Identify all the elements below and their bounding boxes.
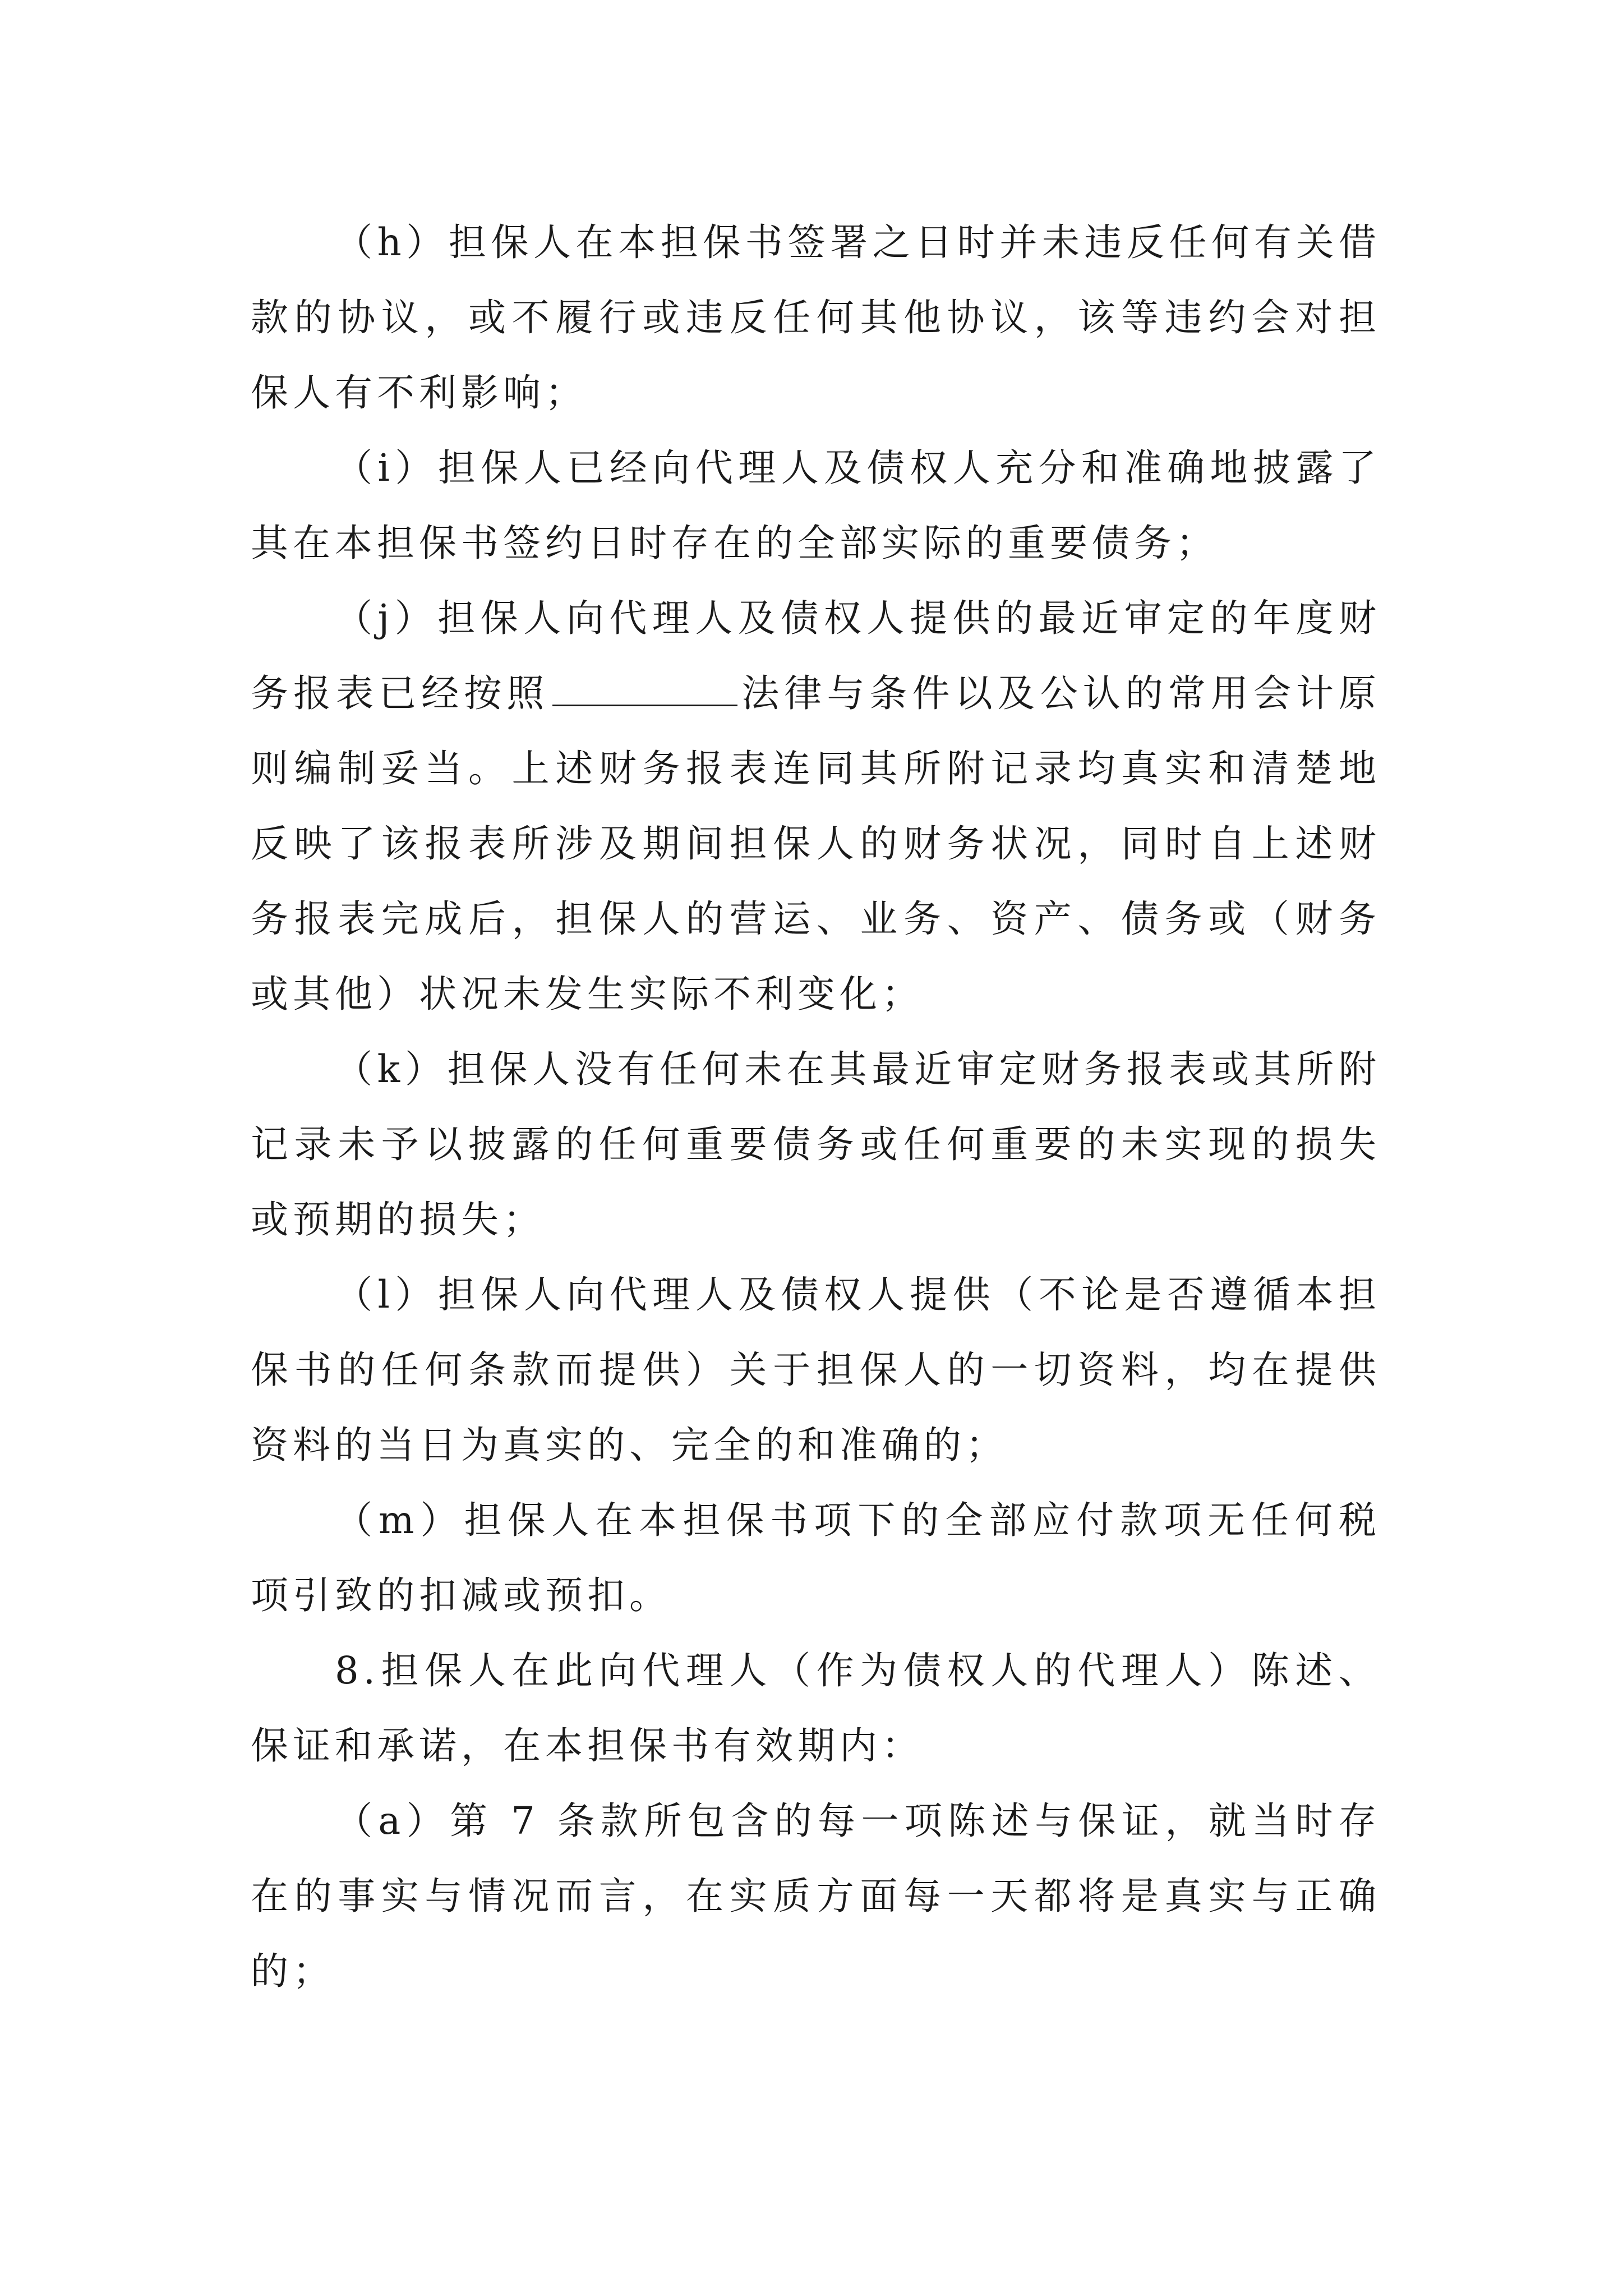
fill-in-blank <box>552 704 737 706</box>
paragraph-l: （l）担保人向代理人及债权人提供（不论是否遵循本担保书的任何条款而提供）关于担保人的一切资料，均在提供资料的当日为真实的、完全的和准确的； <box>251 1273 1381 1467</box>
paragraph-k: （k）担保人没有任何未在其最近审定财务报表或其所附记录未予以披露的任何重要债务或任何重要的未实现的损失或预期的损失； <box>251 1047 1381 1241</box>
paragraph-a: （a）第 7 条款所包含的每一项陈述与保证，就当时存在的事实与情况而言，在实质方面每一天都将是真实与正确的； <box>251 1799 1381 1993</box>
paragraph-j <box>251 581 1381 1032</box>
paragraph-clause-8: 8.担保人在此向代理人（作为债权人的代理人）陈述、保证和承诺，在本担保书有效期内： <box>251 1649 1381 1768</box>
paragraph-i: （i）担保人已经向代理人及债权人充分和准确地披露了其在本担保书签约日时存在的全部实际的重要债务； <box>251 446 1381 565</box>
paragraph-h: （h）担保人在本担保书签署之日时并未违反任何有关借款的协议，或不履行或违反任何其他协议，该等违约会对担保人有不利影响； <box>251 220 1381 415</box>
paragraph-j-before-blank: （j）担保人向代理人及债权人提供的最近审定的年度财务报表已经按照 <box>251 596 1381 715</box>
document-body <box>251 205 1381 2009</box>
paragraph-m: （m）担保人在本担保书项下的全部应付款项无任何税项引致的扣减或预扣。 <box>251 1498 1381 1617</box>
paragraph-j-after-blank: 法律与条件以及公认的常用会计原则编制妥当。上述财务报表连同其所附记录均真实和清楚地反映了该报表所涉及期间担保人的财务状况，同时自上述财务报表完成后，担保人的营运、业务、资产、债务或（财务或其他）状况未发生实际不利变化； <box>251 671 1381 1016</box>
